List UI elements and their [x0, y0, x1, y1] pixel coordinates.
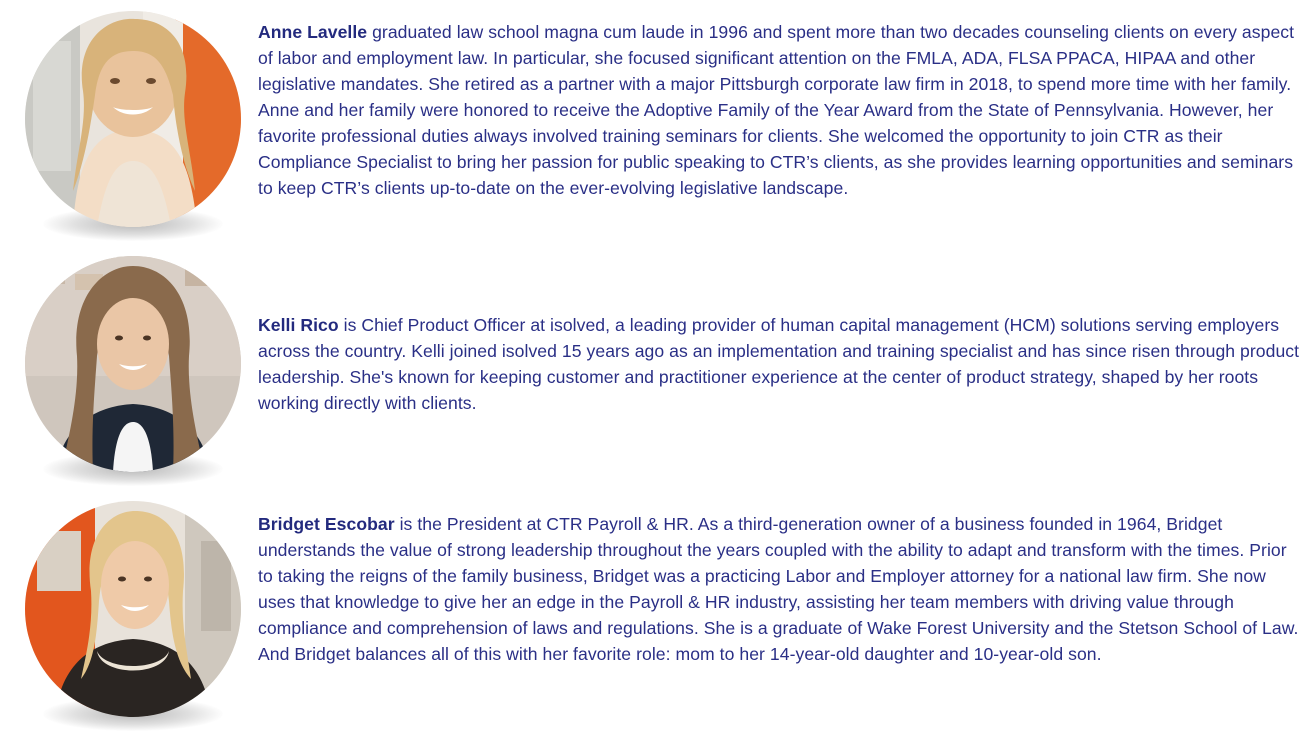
photo-container: [25, 11, 241, 227]
bio-description: is the President at CTR Payroll & HR. As a third-generation owner of a business founded in 1964, Bridget understands the value of strong leadership throughout the years coupled with the ability to adapt and transform with the times. Prior to taking the reigns of the family business, Bridget was a practicing Labor and Employer attorney for a national law firm. She now uses that knowledge to give her an edge in the Payroll & HR industry, assisting her team members with driving value through compliance and comprehension of laws and regulations. She is a graduate of Wake Forest University and the Stetson School of Law. And Bridget balances all of this with her favorite role: mom to her 14-year-old daughter and 10-year-old son.: [258, 514, 1299, 664]
bio-name: Kelli Rico: [258, 315, 339, 335]
bio-description: graduated law school magna cum laude in 1996 and spent more than two decades counseling clients on every aspect of labor and employment law. In particular, she focused significant attention on the FMLA, ADA, FLSA PPACA, HIPAA and other legislative mandates. She retired as a partner with a major Pittsburgh corporate law firm in 2018, to spend more time with her family. Anne and her family were honored to receive the Adoptive Family of the Year Award from the State of Pennsylvania. However, her favorite professional duties always involved training seminars for clients. She welcomed the opportunity to join CTR as their Compliance Specialist to bring her passion for public speaking to CTR’s clients, as she provides learning opportunities and seminars to keep CTR’s clients up-to-date on the ever-evolving legislative landscape.: [258, 22, 1295, 198]
portrait-image: [25, 256, 241, 472]
bio-text: [258, 19, 1300, 201]
photo-container: [25, 256, 241, 472]
bio-name: Bridget Escobar: [258, 514, 395, 534]
bio-description: is Chief Product Officer at isolved, a leading provider of human capital management (HCM) solutions serving employers across the country. Kelli joined isolved 15 years ago as an implementation and training specialist and has since risen through product leadership. She's known for keeping customer and practitioner experience at the center of product strategy, shaped by her roots working directly with clients.: [258, 315, 1300, 413]
portrait-photo-kelli-rico: [25, 256, 241, 472]
bio-name: Anne Lavelle: [258, 22, 368, 42]
bio-text: [258, 312, 1300, 416]
portrait-photo-anne-lavelle: [25, 11, 241, 227]
bio-text: [258, 511, 1300, 667]
portrait-image: [25, 11, 241, 227]
portrait-image: [25, 501, 241, 717]
portrait-photo-bridget-escobar: [25, 501, 241, 717]
photo-container: [25, 501, 241, 717]
